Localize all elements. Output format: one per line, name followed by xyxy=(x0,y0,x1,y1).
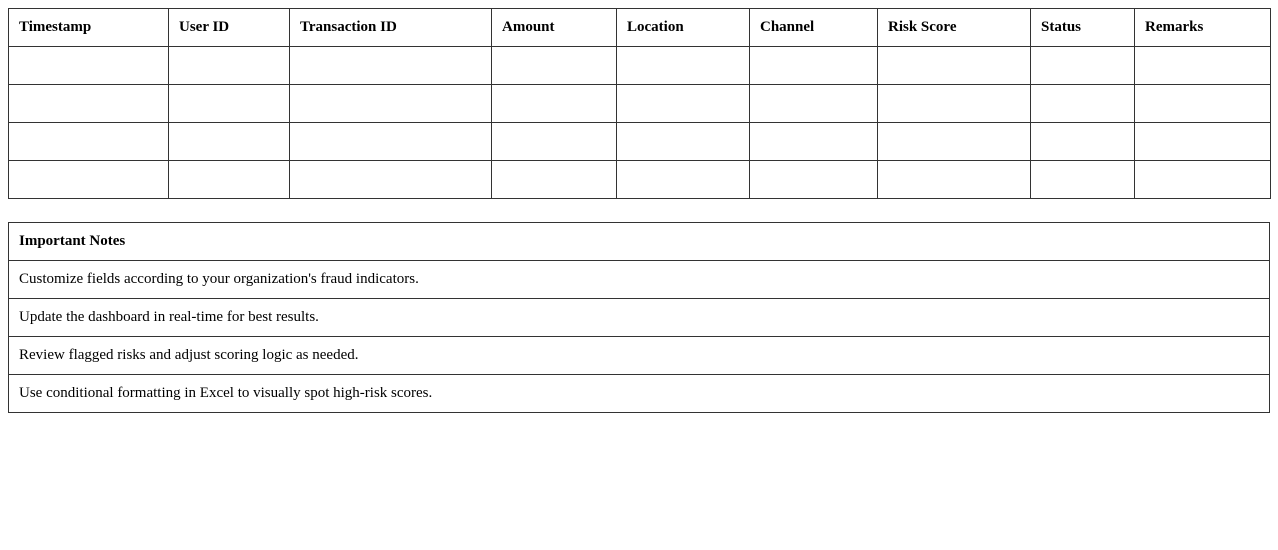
table-cell[interactable] xyxy=(750,161,878,199)
table-row xyxy=(9,123,1271,161)
table-cell[interactable] xyxy=(492,47,617,85)
table-row xyxy=(9,85,1271,123)
table-cell[interactable] xyxy=(9,47,169,85)
note-text: Use conditional formatting in Excel to visually spot high-risk scores. xyxy=(9,375,1270,413)
note-text: Review flagged risks and adjust scoring logic as needed. xyxy=(9,337,1270,375)
table-cell[interactable] xyxy=(290,47,492,85)
header-transaction-id: Transaction ID xyxy=(290,9,492,47)
header-location: Location xyxy=(617,9,750,47)
table-cell[interactable] xyxy=(9,123,169,161)
table-cell[interactable] xyxy=(1135,161,1271,199)
header-remarks: Remarks xyxy=(1135,9,1271,47)
table-cell[interactable] xyxy=(9,161,169,199)
table-cell[interactable] xyxy=(290,123,492,161)
list-item xyxy=(9,261,1270,299)
table-cell[interactable] xyxy=(290,85,492,123)
header-amount: Amount xyxy=(492,9,617,47)
table-row xyxy=(9,47,1271,85)
note-text: Update the dashboard in real-time for best results. xyxy=(9,299,1270,337)
table-cell[interactable] xyxy=(878,47,1031,85)
table-cell[interactable] xyxy=(492,161,617,199)
table-cell[interactable] xyxy=(290,161,492,199)
note-text: Customize fields according to your organization's fraud indicators. xyxy=(9,261,1270,299)
table-cell[interactable] xyxy=(169,47,290,85)
transaction-log-table xyxy=(8,8,1271,199)
table-cell[interactable] xyxy=(878,85,1031,123)
list-item xyxy=(9,299,1270,337)
table-cell[interactable] xyxy=(1031,85,1135,123)
header-status: Status xyxy=(1031,9,1135,47)
notes-header-row xyxy=(9,223,1270,261)
table-cell[interactable] xyxy=(617,47,750,85)
table-cell[interactable] xyxy=(169,161,290,199)
important-notes-table xyxy=(8,222,1270,413)
table-cell[interactable] xyxy=(1031,123,1135,161)
table-cell[interactable] xyxy=(750,123,878,161)
list-item xyxy=(9,375,1270,413)
table-row xyxy=(9,161,1271,199)
header-risk-score: Risk Score xyxy=(878,9,1031,47)
list-item xyxy=(9,337,1270,375)
table-cell[interactable] xyxy=(9,85,169,123)
table-header-row xyxy=(9,9,1271,47)
table-cell[interactable] xyxy=(617,85,750,123)
table-cell[interactable] xyxy=(492,123,617,161)
table-cell[interactable] xyxy=(1135,123,1271,161)
table-cell[interactable] xyxy=(1135,47,1271,85)
header-timestamp: Timestamp xyxy=(9,9,169,47)
table-cell[interactable] xyxy=(492,85,617,123)
table-cell[interactable] xyxy=(878,123,1031,161)
table-cell[interactable] xyxy=(617,161,750,199)
header-channel: Channel xyxy=(750,9,878,47)
table-cell[interactable] xyxy=(617,123,750,161)
header-user-id: User ID xyxy=(169,9,290,47)
table-cell[interactable] xyxy=(750,47,878,85)
table-cell[interactable] xyxy=(169,85,290,123)
table-cell[interactable] xyxy=(750,85,878,123)
notes-title: Important Notes xyxy=(9,223,1270,261)
table-cell[interactable] xyxy=(1031,161,1135,199)
table-cell[interactable] xyxy=(169,123,290,161)
table-cell[interactable] xyxy=(1031,47,1135,85)
table-cell[interactable] xyxy=(1135,85,1271,123)
table-cell[interactable] xyxy=(878,161,1031,199)
